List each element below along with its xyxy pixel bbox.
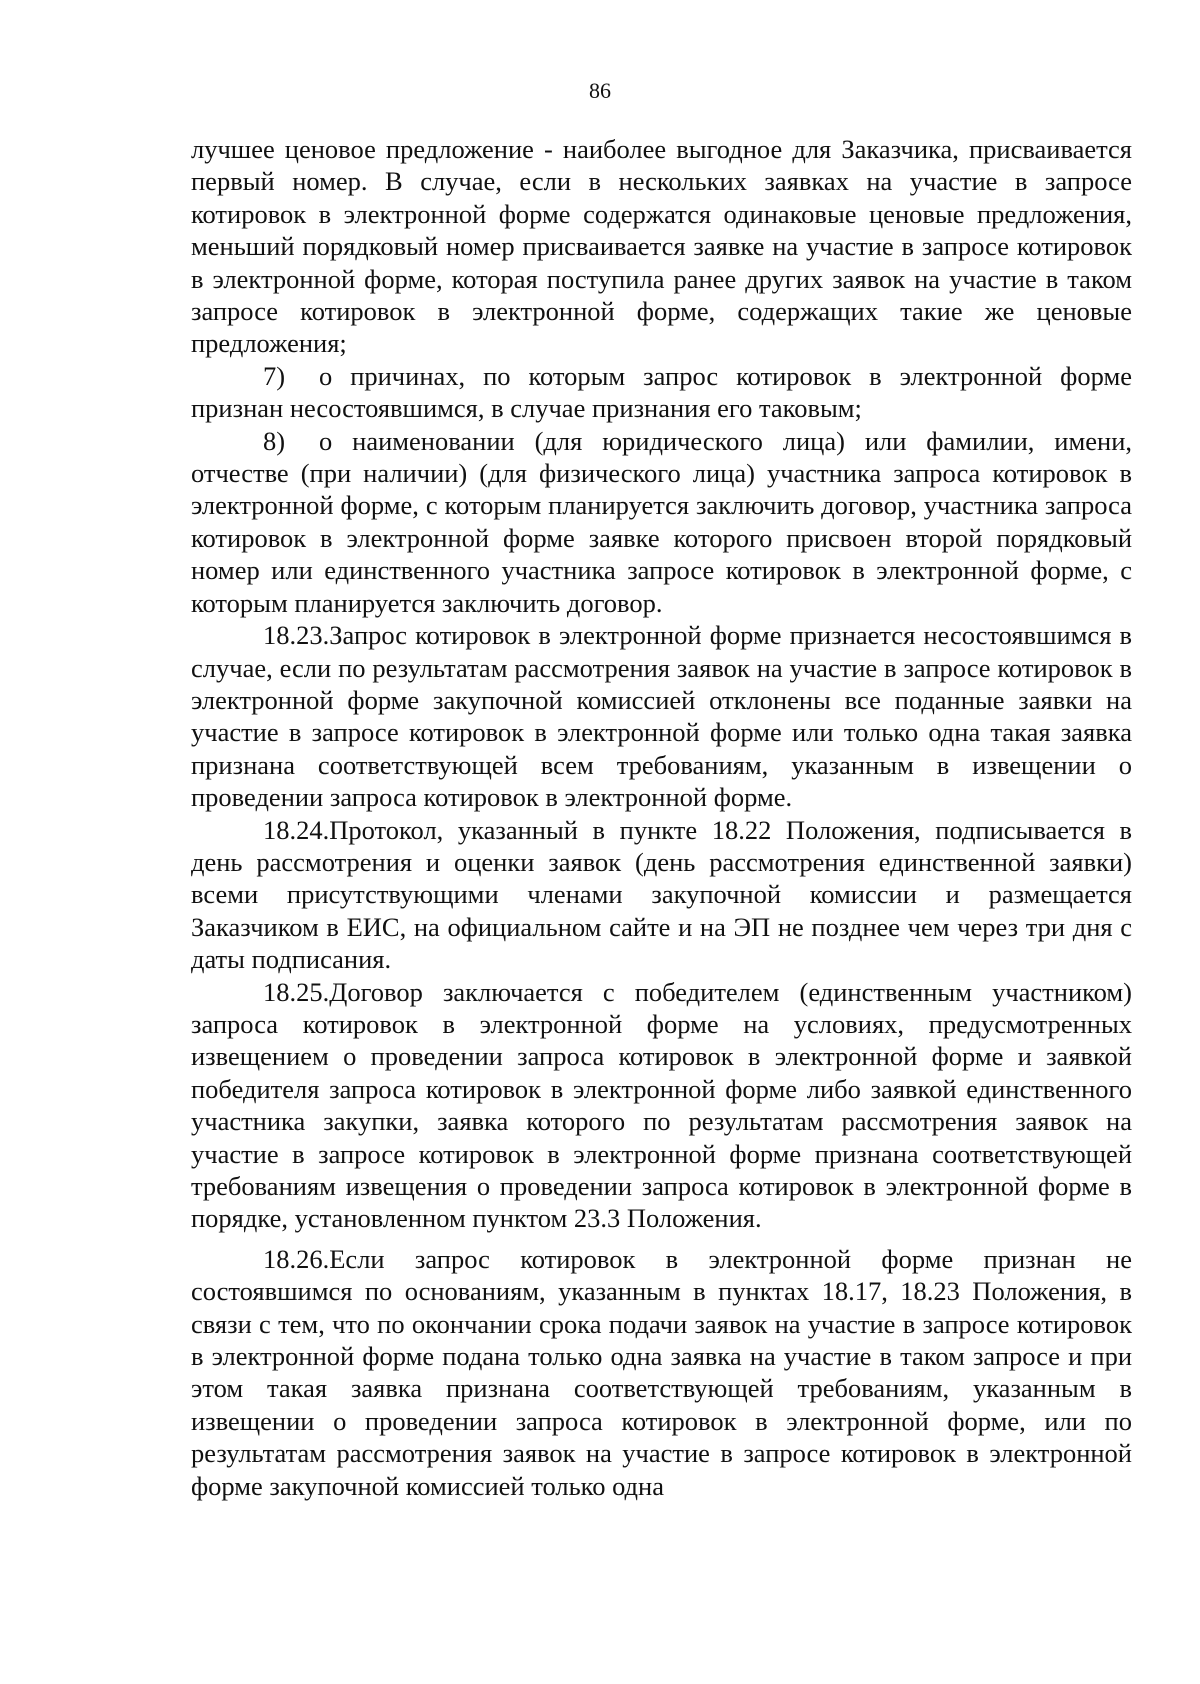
page-number: 86 [589,78,611,103]
document-body [191,133,1132,1502]
section-18-26: 18.26.Если запрос котировок в электронной форме признан не состоявшимся по основаниям, указанным в пунктах 18.17, 18.23 Положения, в связи с тем, что по окончании срока подачи заявок на участие в запросе котировок в электронной форме подана только одна заявка на участие в таком запросе и при этом такая заявка признана соответствующей требованиям, указанным в извещении о проведении запроса котировок в электронной форме, или по результатам рассмотрения заявок на участие в запросе котировок в электронной форме закупочной комиссией только одна [191,1243,1132,1501]
list-item-number: 7) [263,360,286,391]
list-item-text: о наименовании (для юридического лица) или фамилии, имени, отчестве (при наличии) (для физического лица) участника запроса котировок в электронной форме, с которым планируется заключить договор, участника запроса котировок в электронной форме заявке которого присвоен второй порядковый номер или единственного участника запросе котировок в электронной форме, с которым планируется заключить договор. [191,425,1132,618]
list-item-7 [191,360,1132,425]
section-18-24: 18.24.Протокол, указанный в пункте 18.22 Положения, подписывается в день рассмотрения и оценки заявок (день рассмотрения единственной заявки) всеми присутствующими членами закупочной комиссии и размещается Заказчиком в ЕИС, на официальном сайте и на ЭП не позднее чем через три дня с даты подписания. [191,814,1132,975]
list-item-text: о причинах, по которым запрос котировок в электронной форме признан несостоявшимся, в случае признания его таковым; [191,360,1132,424]
list-item-8 [191,425,1132,619]
paragraph-continuation: лучшее ценовое предложение - наиболее выгодное для Заказчика, присваивается первый номер. В случае, если в нескольких заявках на участие в запросе котировок в электронной форме содержатся одинаковые ценовые предложения, меньший порядковый номер присваивается заявке на участие в запросе котировок в электронной форме, которая поступила ранее других заявок на участие в таком запросе котировок в электронной форме, содержащих такие же ценовые предложения; [191,134,1132,359]
list-item-number: 8) [263,425,286,456]
section-18-23: 18.23.Запрос котировок в электронной форме признается несостоявшимся в случае, если по результатам рассмотрения заявок на участие в запросе котировок в электронной форме закупочной комиссией отклонены все поданные заявки на участие в запросе котировок в электронной форме или только одна такая заявка признана соответствующей всем требованиям, указанным в извещении о проведении запроса котировок в электронной форме. [191,620,1132,813]
section-18-25: 18.25.Договор заключается с победителем (единственным участником) запроса котировок в электронной форме на условиях, предусмотренных извещением о проведении запроса котировок в электронной форме и заявкой победителя запроса котировок в электронной форме либо заявкой единственного участника закупки, заявка которого по результатам рассмотрения заявок на участие в запросе котировок в электронной форме признана соответствующей требованиям извещения о проведении запроса котировок в электронной форме в порядке, установленном пунктом 23.3 Положения. [191,976,1132,1234]
